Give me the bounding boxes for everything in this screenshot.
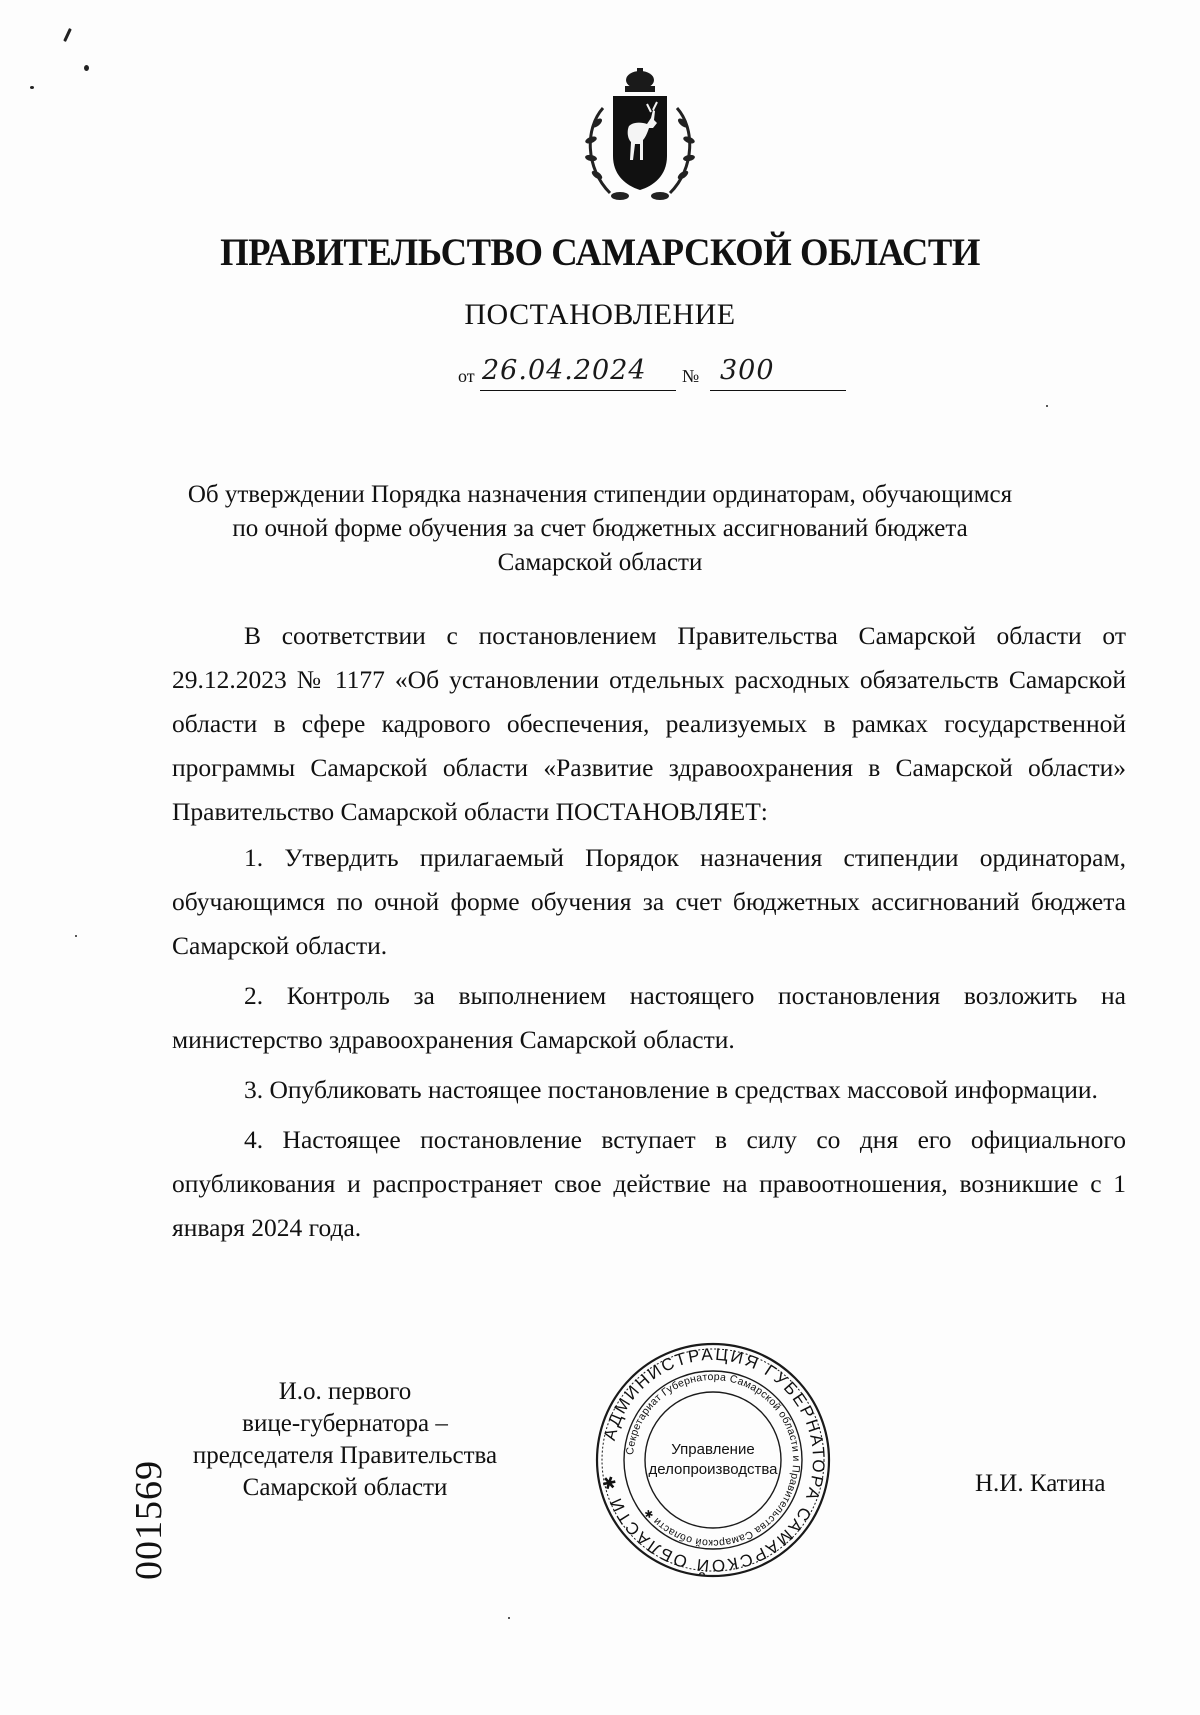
document-type: ПОСТАНОВЛЕНИЕ — [464, 298, 736, 331]
date-prefix: от — [458, 366, 475, 386]
date-underline — [480, 390, 676, 391]
date-number-line — [458, 355, 848, 391]
stamp-center-line2: делопроизводства — [648, 1461, 778, 1478]
clause-paragraph: 4. Настоящее постановление вступает в силу со дня его официального опубликования и распространяет свое действие на правоотношения, возникшие с 1 января 2024 года. — [172, 1125, 1126, 1242]
date-value: 26.04.2024 — [482, 355, 647, 386]
scan-speck — [30, 86, 34, 89]
signer-name: Н.И. Катина — [975, 1470, 1106, 1497]
stamp-outer-text: АДМИНИСТРАЦИЯ ГУБЕРНАТОРА САМАРСКОЙ ОБЛАСТИ ✱ — [598, 1344, 829, 1576]
scan-speck — [75, 935, 77, 937]
signer-position-line: Самарской области — [242, 1474, 448, 1501]
government-title: ПРАВИТЕЛЬСТВО САМАРСКОЙ ОБЛАСТИ — [220, 231, 980, 274]
clause-paragraph: 1. Утвердить прилагаемый Порядок назначения стипендии ординаторам, обучающимся по очной форме обучения за счет бюджетных ассигнований бюджета Самарской области. — [172, 843, 1126, 960]
signer-position-line: И.о. первого — [278, 1378, 412, 1405]
stamp-center-line1: Управление — [671, 1441, 755, 1458]
number-prefix: № — [682, 366, 700, 386]
subject-line: Самарской области — [497, 549, 703, 576]
scan-speck — [1046, 405, 1048, 407]
coat-of-arms-icon — [575, 68, 705, 208]
scan-speck — [63, 28, 72, 42]
clause-paragraph: 2. Контроль за выполнением настоящего постановления возложить на министерство здравоохранения Самарской области. — [172, 981, 1126, 1054]
stamp-inner-text: Секретариат Губернатора Самарской области и Правительства Самарской области ✱ — [624, 1370, 803, 1550]
signer-position-line: председателя Правительства — [192, 1442, 498, 1469]
signer-position — [155, 1376, 535, 1504]
registration-number: 001569 — [128, 1460, 170, 1580]
preamble-paragraph: В соответствии с постановлением Правительства Самарской области от 29.12.2023 № 1177 «Об установлении отдельных расходных обязательств Самарской области в сфере кадрового обеспечения, реализуемых в рамках государственной программы Самарской области «Развитие здравоохранения в Самарской области» Правительство Самарской области ПОСТАНОВЛЯЕТ: — [172, 621, 1126, 826]
subject-line: Об утверждении Порядка назначения стипендии ординаторам, обучающимся — [187, 481, 1013, 508]
number-underline — [710, 390, 846, 391]
signer-position-line: вице-губернатора – — [242, 1410, 448, 1437]
clause-paragraph: 3. Опубликовать настоящее постановление в средствах массовой информации. — [244, 1075, 1098, 1104]
number-value: 300 — [720, 355, 775, 386]
official-stamp — [593, 1340, 833, 1580]
subject-line: по очной форме обучения за счет бюджетных ассигнований бюджета — [232, 515, 968, 542]
document-subject — [150, 478, 1050, 580]
scan-speck — [508, 1617, 510, 1619]
document-body — [172, 614, 1126, 1256]
scan-speck — [84, 65, 89, 71]
